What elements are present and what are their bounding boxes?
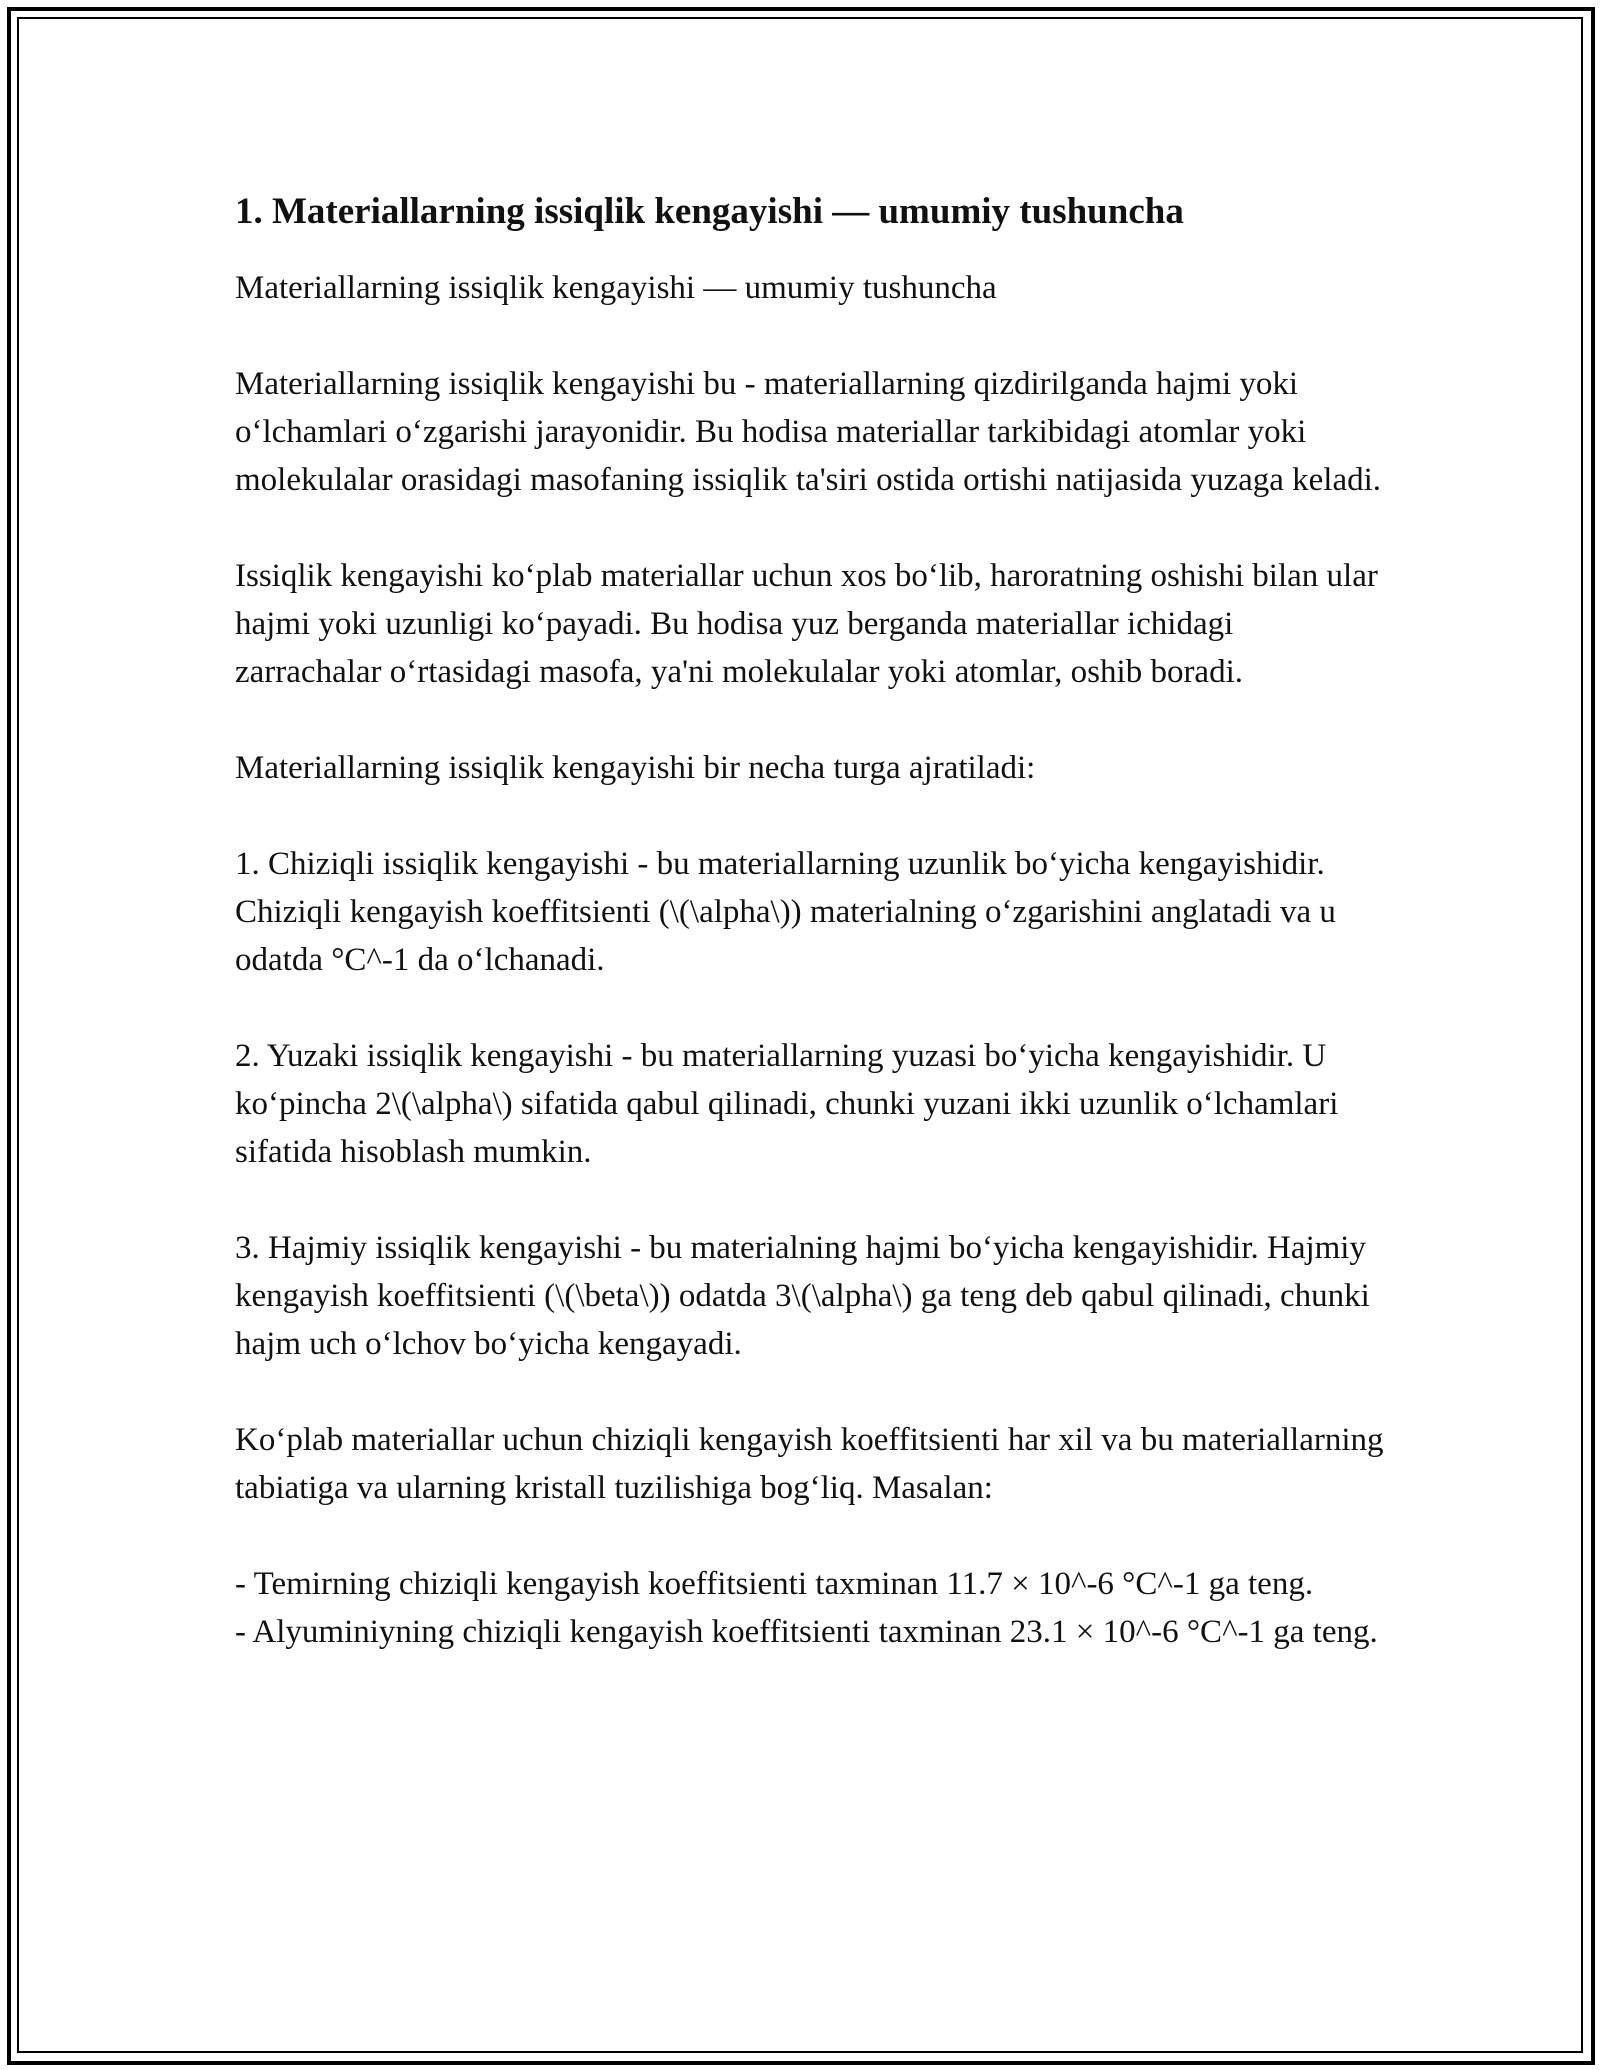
section-heading: 1. Materiallarning issiqlik kengayishi — umumiy tushuncha (235, 191, 1184, 232)
example-iron: - Temirning chiziqli kengayish koeffitsienti taxminan 11.7 × 10^-6 °C^-1 ga teng. (235, 1566, 1314, 1602)
paragraph-explanation: Issiqlik kengayishi ko‘plab materiallar uchun xos bo‘lib, haroratning oshishi bilan ular hajmi yoki uzunligi ko‘payadi. Bu hodisa yuz berganda materiallar ichidagi zarrachalar o‘rtasidagi masofa, ya'ni molekulalar yoki atomlar, oshib boradi. (235, 558, 1378, 690)
paragraph-volume-expansion: 3. Hajmiy issiqlik kengayishi - bu materialning hajmi bo‘yicha kengayishidir. Hajmiy kengayish koeffitsienti (\(\beta\)) odatda 3\(\alpha\) ga teng deb qabul qilinadi, chunki hajm uch o‘lchov bo‘yicha kengayadi. (235, 1230, 1370, 1362)
section-subtitle: Materiallarning issiqlik kengayishi — umumiy tushuncha (235, 270, 997, 306)
paragraph-surface-expansion: 2. Yuzaki issiqlik kengayishi - bu materiallarning yuzasi bo‘yicha kengayishidir. U ko‘pincha 2\(\alpha\) sifatida qabul qilinadi, chunki yuzani ikki uzunlik o‘lchamlari sifatida hisoblash mumkin. (235, 1038, 1339, 1170)
paragraph-types-intro: Materiallarning issiqlik kengayishi bir necha turga ajratiladi: (235, 750, 1036, 786)
paragraph-coefficient-examples-intro: Ko‘plab materiallar uchun chiziqli kengayish koeffitsienti har xil va bu materiallarning tabiatiga va ularning kristall tuzilishiga bog‘liq. Masalan: (235, 1422, 1384, 1506)
paragraph-linear-expansion: 1. Chiziqli issiqlik kengayishi - bu materiallarning uzunlik bo‘yicha kengayishidir. Chiziqli kengayish koeffitsienti (\(\alpha\)) materialning o‘zgarishini anglatadi va u odatda °C^-1 da o‘lchanadi. (235, 846, 1336, 978)
paragraph-definition: Materiallarning issiqlik kengayishi bu - materiallarning qizdirilganda hajmi yoki o‘lchamlari o‘zgarishi jarayonidir. Bu hodisa materiallar tarkibidagi atomlar yoki molekulalar orasidagi masofaning issiqlik ta'siri ostida ortishi natijasida yuzaga keladi. (235, 366, 1382, 498)
example-aluminium: - Alyuminiyning chiziqli kengayish koeffitsienti taxminan 23.1 × 10^-6 °C^-1 ga teng. (235, 1614, 1378, 1650)
document-body (235, 186, 1385, 1656)
